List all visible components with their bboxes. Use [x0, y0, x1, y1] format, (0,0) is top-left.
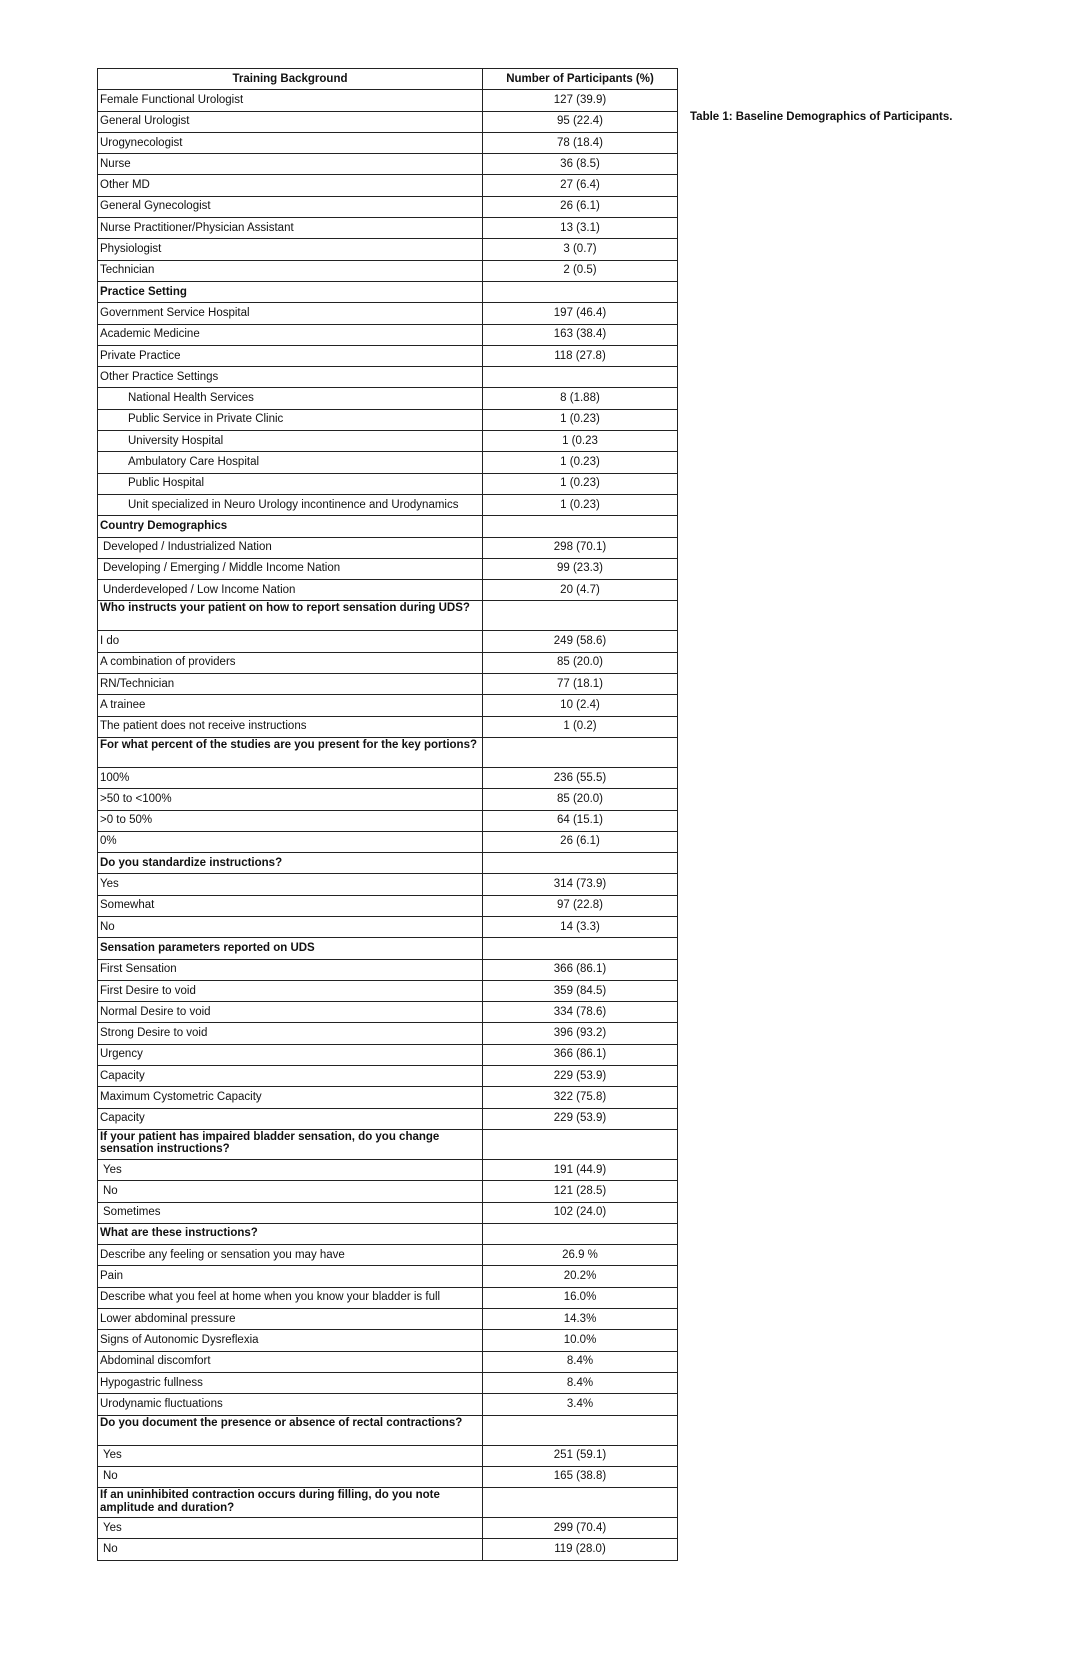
- row-label: Who instructs your patient on how to report sensation during UDS?: [98, 601, 483, 631]
- row-label: Unit specialized in Neuro Urology incontinence and Urodynamics: [98, 494, 483, 515]
- row-label: The patient does not receive instructions: [98, 716, 483, 737]
- row-label: Strong Desire to void: [98, 1023, 483, 1044]
- row-label: National Health Services: [98, 388, 483, 409]
- table-row: [98, 1044, 678, 1065]
- row-value: 3 (0.7): [483, 239, 678, 260]
- row-value: [483, 601, 678, 631]
- table-row: [98, 1066, 678, 1087]
- row-value: 1 (0.23): [483, 409, 678, 430]
- row-label: Yes: [98, 1159, 483, 1180]
- row-label: What are these instructions?: [98, 1223, 483, 1244]
- row-label: No: [98, 916, 483, 937]
- row-label: For what percent of the studies are you present for the key portions?: [98, 737, 483, 767]
- table-section-row: [98, 1129, 678, 1159]
- table-row: [98, 1539, 678, 1560]
- row-label: General Gynecologist: [98, 196, 483, 217]
- table-row: [98, 494, 678, 515]
- row-label: Sensation parameters reported on UDS: [98, 938, 483, 959]
- row-value: 85 (20.0): [483, 789, 678, 810]
- table-row: [98, 303, 678, 324]
- table-row: [98, 1372, 678, 1393]
- row-value: [483, 853, 678, 874]
- row-value: 229 (53.9): [483, 1108, 678, 1129]
- row-label: Hypogastric fullness: [98, 1372, 483, 1393]
- table-row: [98, 1394, 678, 1415]
- table-section-row: [98, 601, 678, 631]
- row-value: 298 (70.1): [483, 537, 678, 558]
- table-row: [98, 1518, 678, 1539]
- column-header-training-background: Training Background: [98, 69, 483, 90]
- row-label: Pain: [98, 1266, 483, 1287]
- table-row: [98, 716, 678, 737]
- row-value: 366 (86.1): [483, 959, 678, 980]
- row-value: 27 (6.4): [483, 175, 678, 196]
- table-row: [98, 1266, 678, 1287]
- row-label: First Desire to void: [98, 980, 483, 1001]
- row-label: Public Service in Private Clinic: [98, 409, 483, 430]
- row-label: Developed / Industrialized Nation: [98, 537, 483, 558]
- row-value: 26 (6.1): [483, 196, 678, 217]
- row-label: Yes: [98, 1518, 483, 1539]
- row-value: 165 (38.8): [483, 1466, 678, 1487]
- table-row: [98, 916, 678, 937]
- table-row: [98, 409, 678, 430]
- table-row: [98, 324, 678, 345]
- row-label: Describe any feeling or sensation you may have: [98, 1245, 483, 1266]
- table-row: [98, 789, 678, 810]
- row-value: 8.4%: [483, 1372, 678, 1393]
- row-label: Female Functional Urologist: [98, 90, 483, 111]
- row-value: 20.2%: [483, 1266, 678, 1287]
- row-value: 64 (15.1): [483, 810, 678, 831]
- row-value: 334 (78.6): [483, 1002, 678, 1023]
- table-section-row: [98, 853, 678, 874]
- table-row: [98, 631, 678, 652]
- row-label: Urogynecologist: [98, 132, 483, 153]
- table-header-row: [98, 69, 678, 90]
- row-value: 127 (39.9): [483, 90, 678, 111]
- row-value: 10.0%: [483, 1330, 678, 1351]
- table-section-row: [98, 1488, 678, 1518]
- table-row: [98, 431, 678, 452]
- row-label: RN/Technician: [98, 674, 483, 695]
- row-label: Abdominal discomfort: [98, 1351, 483, 1372]
- table-row: [98, 260, 678, 281]
- row-label: Other Practice Settings: [98, 367, 483, 388]
- row-value: 119 (28.0): [483, 1539, 678, 1560]
- row-value: 118 (27.8): [483, 345, 678, 366]
- table-row: [98, 1445, 678, 1466]
- row-label: Public Hospital: [98, 473, 483, 494]
- row-label: No: [98, 1466, 483, 1487]
- row-label: Academic Medicine: [98, 324, 483, 345]
- row-label: Signs of Autonomic Dysreflexia: [98, 1330, 483, 1351]
- row-value: [483, 737, 678, 767]
- row-value: 359 (84.5): [483, 980, 678, 1001]
- row-value: 78 (18.4): [483, 132, 678, 153]
- row-label: Technician: [98, 260, 483, 281]
- row-label: Nurse Practitioner/Physician Assistant: [98, 218, 483, 239]
- table-row: [98, 695, 678, 716]
- row-value: 251 (59.1): [483, 1445, 678, 1466]
- row-label: Urodynamic fluctuations: [98, 1394, 483, 1415]
- row-label: Physiologist: [98, 239, 483, 260]
- table-row: [98, 1108, 678, 1129]
- row-value: 121 (28.5): [483, 1181, 678, 1202]
- row-value: 2 (0.5): [483, 260, 678, 281]
- table-row: [98, 345, 678, 366]
- table-row: [98, 558, 678, 579]
- table-row: [98, 473, 678, 494]
- row-label: >50 to <100%: [98, 789, 483, 810]
- row-label: Government Service Hospital: [98, 303, 483, 324]
- table-row: [98, 452, 678, 473]
- row-label: Yes: [98, 1445, 483, 1466]
- table-section-row: [98, 281, 678, 302]
- row-label: A trainee: [98, 695, 483, 716]
- table-body: [98, 90, 678, 1560]
- row-label: No: [98, 1539, 483, 1560]
- table-row: [98, 980, 678, 1001]
- row-value: [483, 938, 678, 959]
- row-label: General Urologist: [98, 111, 483, 132]
- row-value: [483, 1415, 678, 1445]
- row-label: 0%: [98, 831, 483, 852]
- row-value: 236 (55.5): [483, 767, 678, 788]
- row-value: 197 (46.4): [483, 303, 678, 324]
- row-label: Do you document the presence or absence of rectal contractions?: [98, 1415, 483, 1445]
- row-label: Yes: [98, 874, 483, 895]
- row-value: 396 (93.2): [483, 1023, 678, 1044]
- row-value: 13 (3.1): [483, 218, 678, 239]
- row-value: 229 (53.9): [483, 1066, 678, 1087]
- demographics-table: [97, 68, 678, 1561]
- table-row: [98, 175, 678, 196]
- row-value: 95 (22.4): [483, 111, 678, 132]
- row-label: Nurse: [98, 154, 483, 175]
- table-row: [98, 196, 678, 217]
- table-row: [98, 1023, 678, 1044]
- table-row: [98, 831, 678, 852]
- table-row: [98, 1245, 678, 1266]
- table-row: [98, 111, 678, 132]
- row-label: Capacity: [98, 1108, 483, 1129]
- table-row: [98, 1202, 678, 1223]
- row-label: Developing / Emerging / Middle Income Nation: [98, 558, 483, 579]
- row-label: Sometimes: [98, 1202, 483, 1223]
- row-value: 85 (20.0): [483, 652, 678, 673]
- table-row: [98, 652, 678, 673]
- row-value: 314 (73.9): [483, 874, 678, 895]
- row-value: 1 (0.23): [483, 494, 678, 515]
- row-value: [483, 1488, 678, 1518]
- table-row: [98, 810, 678, 831]
- table-section-row: [98, 1415, 678, 1445]
- row-value: 97 (22.8): [483, 895, 678, 916]
- row-label: 100%: [98, 767, 483, 788]
- row-label: Do you standardize instructions?: [98, 853, 483, 874]
- row-value: 26 (6.1): [483, 831, 678, 852]
- table-row: [98, 132, 678, 153]
- row-value: [483, 1129, 678, 1159]
- table-section-row: [98, 516, 678, 537]
- table-row: [98, 90, 678, 111]
- row-label: Ambulatory Care Hospital: [98, 452, 483, 473]
- row-value: [483, 367, 678, 388]
- row-value: 1 (0.23: [483, 431, 678, 452]
- row-label: If your patient has impaired bladder sensation, do you change sensation instructions?: [98, 1129, 483, 1159]
- row-value: [483, 516, 678, 537]
- table-row: [98, 1159, 678, 1180]
- row-value: 8.4%: [483, 1351, 678, 1372]
- table-row: [98, 367, 678, 388]
- row-label: Describe what you feel at home when you know your bladder is full: [98, 1287, 483, 1308]
- table-row: [98, 537, 678, 558]
- row-value: 14 (3.3): [483, 916, 678, 937]
- row-label: Somewhat: [98, 895, 483, 916]
- table-row: [98, 1087, 678, 1108]
- row-label: Practice Setting: [98, 281, 483, 302]
- row-label: If an uninhibited contraction occurs during filling, do you note amplitude and duration?: [98, 1488, 483, 1518]
- row-label: First Sensation: [98, 959, 483, 980]
- row-value: 191 (44.9): [483, 1159, 678, 1180]
- row-label: I do: [98, 631, 483, 652]
- row-label: Other MD: [98, 175, 483, 196]
- row-value: [483, 1223, 678, 1244]
- row-value: 249 (58.6): [483, 631, 678, 652]
- row-label: Maximum Cystometric Capacity: [98, 1087, 483, 1108]
- row-label: A combination of providers: [98, 652, 483, 673]
- row-value: 14.3%: [483, 1309, 678, 1330]
- table-section-row: [98, 1223, 678, 1244]
- row-label: Country Demographics: [98, 516, 483, 537]
- table-row: [98, 218, 678, 239]
- table-row: [98, 1309, 678, 1330]
- row-label: University Hospital: [98, 431, 483, 452]
- row-label: Urgency: [98, 1044, 483, 1065]
- table-row: [98, 895, 678, 916]
- row-value: 8 (1.88): [483, 388, 678, 409]
- row-value: 1 (0.2): [483, 716, 678, 737]
- row-value: 77 (18.1): [483, 674, 678, 695]
- row-value: 10 (2.4): [483, 695, 678, 716]
- row-value: 3.4%: [483, 1394, 678, 1415]
- row-label: Private Practice: [98, 345, 483, 366]
- row-value: [483, 281, 678, 302]
- row-value: 99 (23.3): [483, 558, 678, 579]
- table-row: [98, 1181, 678, 1202]
- table-row: [98, 959, 678, 980]
- table-row: [98, 1002, 678, 1023]
- row-label: Underdeveloped / Low Income Nation: [98, 580, 483, 601]
- column-header-number-of-participants: Number of Participants (%): [483, 69, 678, 90]
- row-value: 1 (0.23): [483, 473, 678, 494]
- row-value: 16.0%: [483, 1287, 678, 1308]
- row-label: Capacity: [98, 1066, 483, 1087]
- row-value: 163 (38.4): [483, 324, 678, 345]
- table-row: [98, 154, 678, 175]
- row-label: No: [98, 1181, 483, 1202]
- table-row: [98, 1330, 678, 1351]
- table-section-row: [98, 737, 678, 767]
- row-value: 366 (86.1): [483, 1044, 678, 1065]
- row-value: 1 (0.23): [483, 452, 678, 473]
- row-value: 20 (4.7): [483, 580, 678, 601]
- table-row: [98, 239, 678, 260]
- row-value: 102 (24.0): [483, 1202, 678, 1223]
- row-value: 36 (8.5): [483, 154, 678, 175]
- row-label: Lower abdominal pressure: [98, 1309, 483, 1330]
- row-value: 26.9 %: [483, 1245, 678, 1266]
- table-row: [98, 1287, 678, 1308]
- table-row: [98, 874, 678, 895]
- table-row: [98, 388, 678, 409]
- row-label: >0 to 50%: [98, 810, 483, 831]
- row-value: 299 (70.4): [483, 1518, 678, 1539]
- table-row: [98, 674, 678, 695]
- table-row: [98, 767, 678, 788]
- row-label: Normal Desire to void: [98, 1002, 483, 1023]
- row-value: 322 (75.8): [483, 1087, 678, 1108]
- table-row: [98, 1466, 678, 1487]
- table-row: [98, 580, 678, 601]
- table-section-row: [98, 938, 678, 959]
- table-row: [98, 1351, 678, 1372]
- table-caption: Table 1: Baseline Demographics of Participants.: [690, 111, 953, 123]
